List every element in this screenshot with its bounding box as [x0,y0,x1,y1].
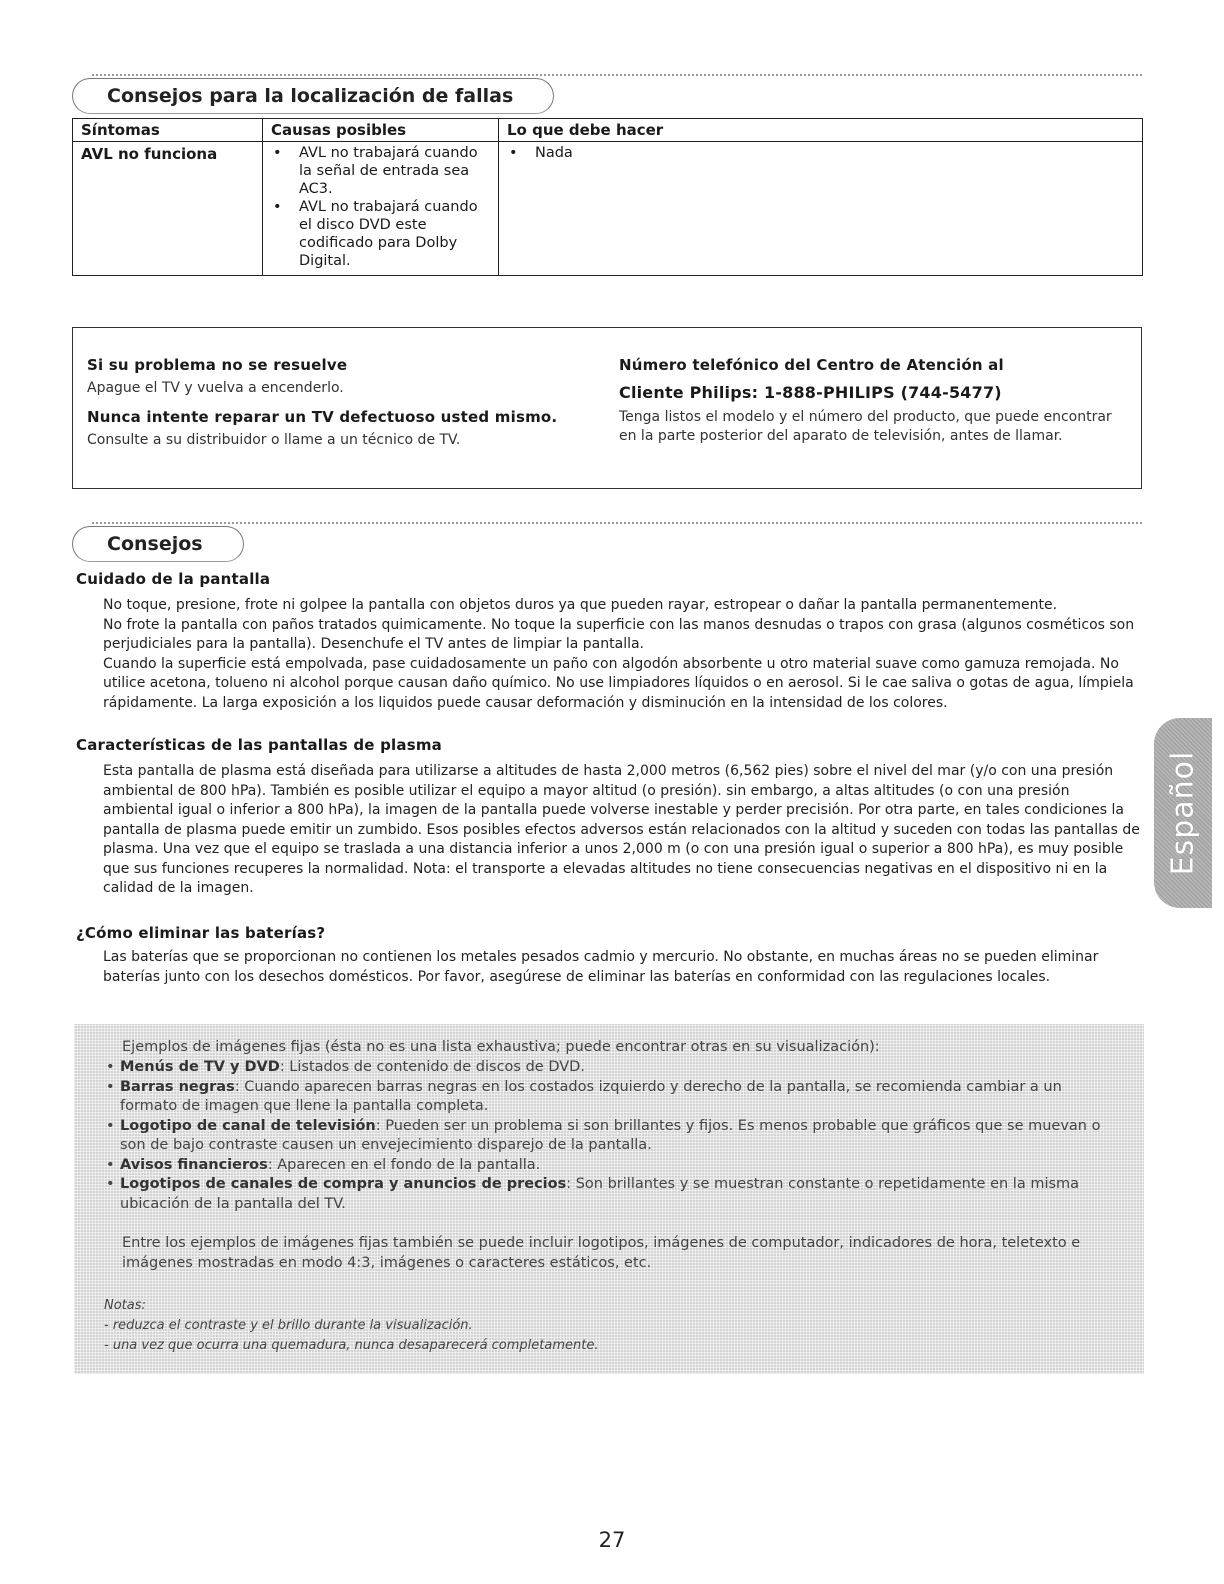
tip-heading-plasma: Características de las pantallas de plasma [76,736,442,754]
list-item [104,1175,1114,1214]
tip-heading-screen-care: Cuidado de la pantalla [76,570,271,588]
item-term: Menús de TV y DVD [120,1059,280,1075]
troubleshooting-table [72,118,1143,276]
help-heading: Nunca intente reparar un TV defectuoso usted mismo. [87,408,558,426]
paragraph: Cuando la superficie está empolvada, pase cuidadosamente un paño con algodón absorbente u otro material suave como gamuza remojada. No utilice acetona, tolueno ni alcohol porque causan daño químico. No use limpiadores líquidos o en aerosol. Si le cae saliva o gotas de agua, límpiela rápidamente. La larga exposición a los liquidos puede causar deformación y disminución en la intensidad de los colores. [103,655,1134,711]
help-text: Apague el TV y vuelva a encenderlo. [87,380,344,396]
section-title: Consejos [72,526,244,562]
list-item [104,1078,1114,1117]
item-term: Avisos financieros [120,1156,268,1173]
page-number: 27 [598,1528,626,1552]
help-left-column [87,356,607,460]
cause-item: • AVL no trabajará cuando el disco DVD este codificado para Dolby Digital. [271,198,490,270]
item-term: Logotipo de canal de televisión [120,1117,376,1134]
list-item [104,1117,1114,1156]
tip-heading-batteries: ¿Cómo eliminar las baterías? [76,924,326,942]
still-images-notes-box [74,1024,1144,1374]
note-line: - reduzca el contraste y el brillo durante la visualización. [104,1318,473,1333]
symptom-cell: AVL no funciona [73,142,263,276]
note-line: - una vez que ocurra una quemadura, nunca desaparecerá completamente. [104,1338,599,1353]
troubleshooting-header [72,72,1142,116]
item-text: : Aparecen en el fondo de la pantalla. [267,1156,541,1173]
dotted-rule [92,74,1142,76]
tips-header [72,520,1142,564]
paragraph: Las baterías que se proporcionan no contienen los metales pesados cadmio y mercurio. No obstante, en muchas áreas no se pueden eliminar baterías junto con los desechos domésticos. Por favor, asegúrese de eliminar las baterías en conformidad con las regulaciones locales. [103,949,1099,985]
action-item: • Nada [507,144,1134,162]
help-text: Consulte a su distribuidor o llame a un técnico de TV. [87,432,461,448]
help-right-column [619,356,1119,456]
table-header-row [73,119,1143,142]
item-text: : Cuando aparecen barras negras en los costados izquierdo y derecho de la pantalla, se recomienda cambiar a un formato de imagen que llene la pantalla completa. [120,1078,1062,1114]
list-item [104,1058,1114,1078]
cause-item: • AVL no trabajará cuando la señal de entrada sea AC3. [271,144,490,198]
still-image-examples-list [104,1058,1114,1214]
help-heading: Si su problema no se resuelve [87,356,348,374]
language-tab-label: Español [1165,750,1201,876]
action-cell [499,142,1143,276]
column-header-action: Lo que debe hacer [499,119,1143,142]
notes-intro: Ejemplos de imágenes fijas (ésta no es una lista exhaustiva; puede encontrar otras en su visualización): [122,1039,880,1055]
paragraph: Esta pantalla de plasma está diseñada para utilizarse a altitudes de hasta 2,000 metros (6,562 pies) sobre el nivel del mar (y/o con una presión ambiental de 800 hPa). También es posible utilizar el equipo a mayor altitud (o presión). sin embargo, a altas altitudes (o con una presión ambiental igual o inferior a 800 hPa), la imagen de la pantalla puede volverse inestable y perder precisión. Por otra parte, en tales condiciones la pantalla de plasma puede emitir un zumbido. Esos posibles efectos adversos están relacionados con la altitud y suceden con todas las pantallas de plasma. Una vez que el equipo se traslada a una distancia inferior a unos 2,000 m (o con una presión igual o superior a 800 hPa), es muy posible que sus funciones recuperes la normalidad. Nota: el transporte a elevadas altitudes no tiene consecuencias negativas en el dispositivo ni en la calidad de la imagen. [103,763,1140,896]
column-header-symptoms: Síntomas [73,119,263,142]
paragraph: No toque, presione, frote ni golpee la pantalla con objetos duros ya que pueden rayar, estropear o dañar la pantalla permanentemente. [103,597,1058,613]
notes-extra: Entre los ejemplos de imágenes fijas también se puede incluir logotipos, imágenes de computador, indicadores de hora, teletexto e imágenes mostradas en modo 4:3, imágenes o caracteres estáticos, etc. [122,1235,1081,1271]
section-title: Consejos para la localización de fallas [72,78,554,114]
dotted-rule [92,522,1142,524]
item-text: : Pueden ser un problema si son brillantes y fijos. Es menos probable que gráficos que se muevan o son de bajo contraste causen un envejecimiento disparejo de la pantalla. [120,1117,1101,1153]
paragraph: No frote la pantalla con paños tratados quimicamente. No toque la superficie con las manos desnudas o trapos con grasa (algunos cosméticos son perjudiciales para la pantalla). Desenchufe el TV antes de limpiar la pantalla. [103,616,1135,652]
list-item [104,1156,1114,1176]
item-text: : Son brillantes y se muestran constante o repetidamente en la misma ubicación de la pantalla del TV. [120,1176,1080,1212]
help-box [72,327,1142,489]
column-header-causes: Causas posibles [263,119,499,142]
language-tab [1154,718,1212,908]
notes-heading: Notas: [104,1298,146,1313]
tip-body-screen-care [103,596,1143,713]
item-term: Logotipos de canales de compra y anuncios de precios [120,1176,567,1192]
item-term: Barras negras [120,1078,235,1095]
phone-number: Cliente Philips: 1-888-PHILIPS (744-5477) [619,383,1002,402]
tip-body-batteries [103,948,1143,987]
table-row [73,142,1143,276]
item-text: : Listados de contenido de discos de DVD. [279,1059,585,1075]
phone-text: Tenga listos el modelo y el número del producto, que puede encontrar en la parte posterior del aparato de televisión, antes de llamar. [619,409,1112,444]
tip-body-plasma [103,762,1143,899]
phone-heading: Número telefónico del Centro de Atención al [619,356,1004,374]
causes-cell [263,142,499,276]
